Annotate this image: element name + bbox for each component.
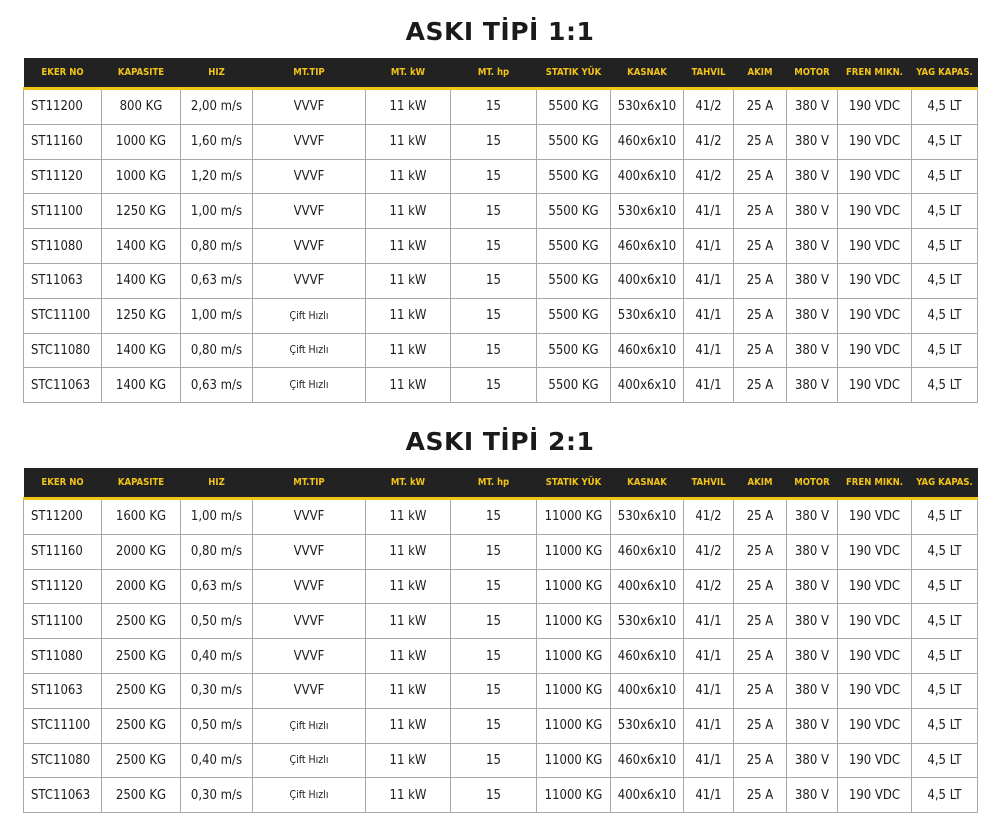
cell-fren-mikn: 190 VDC bbox=[838, 124, 912, 159]
cell-yag-kapas: 4,5 LT bbox=[912, 89, 978, 125]
table-header-row bbox=[24, 58, 978, 89]
cell-mt-hp: 15 bbox=[451, 194, 537, 229]
table-row bbox=[24, 124, 978, 159]
table-row bbox=[24, 333, 978, 368]
cell-motor: 380 V bbox=[787, 333, 838, 368]
column-header-kasnak: KASNAK bbox=[611, 468, 684, 499]
cell-mt-tip: Çift Hızlı bbox=[253, 368, 366, 403]
cell-statik-yuk: 11000 KG bbox=[537, 673, 611, 708]
cell-tahvil: 41/2 bbox=[684, 124, 734, 159]
cell-mt-hp: 15 bbox=[451, 534, 537, 569]
cell-mt-hp: 15 bbox=[451, 124, 537, 159]
cell-mt-kw: 11 kW bbox=[366, 298, 451, 333]
cell-motor: 380 V bbox=[787, 89, 838, 125]
cell-yag-kapas: 4,5 LT bbox=[912, 368, 978, 403]
cell-yag-kapas: 4,5 LT bbox=[912, 708, 978, 743]
cell-kapasite: 1250 KG bbox=[102, 194, 181, 229]
cell-fren-mikn: 190 VDC bbox=[838, 604, 912, 639]
cell-akim: 25 A bbox=[734, 569, 787, 604]
cell-kasnak: 530x6x10 bbox=[611, 499, 684, 535]
cell-kapasite: 1600 KG bbox=[102, 499, 181, 535]
cell-mt-tip: Çift Hızlı bbox=[253, 778, 366, 813]
cell-mt-kw: 11 kW bbox=[366, 534, 451, 569]
cell-mt-tip: VVVF bbox=[253, 263, 366, 298]
cell-mt-hp: 15 bbox=[451, 673, 537, 708]
cell-eker-no: ST11063 bbox=[24, 263, 102, 298]
cell-hiz: 2,00 m/s bbox=[181, 89, 253, 125]
cell-tahvil: 41/1 bbox=[684, 743, 734, 778]
cell-akim: 25 A bbox=[734, 124, 787, 159]
cell-tahvil: 41/1 bbox=[684, 368, 734, 403]
table-row bbox=[24, 569, 978, 604]
cell-mt-tip: VVVF bbox=[253, 89, 366, 125]
cell-kasnak: 460x6x10 bbox=[611, 333, 684, 368]
table-row bbox=[24, 499, 978, 535]
cell-fren-mikn: 190 VDC bbox=[838, 778, 912, 813]
cell-akim: 25 A bbox=[734, 604, 787, 639]
cell-eker-no: STC11100 bbox=[24, 298, 102, 333]
column-header-kapasite: KAPASITE bbox=[102, 468, 181, 499]
cell-mt-kw: 11 kW bbox=[366, 743, 451, 778]
cell-kapasite: 2500 KG bbox=[102, 673, 181, 708]
cell-statik-yuk: 5500 KG bbox=[537, 159, 611, 194]
cell-eker-no: ST11200 bbox=[24, 89, 102, 125]
cell-motor: 380 V bbox=[787, 298, 838, 333]
cell-motor: 380 V bbox=[787, 673, 838, 708]
cell-motor: 380 V bbox=[787, 569, 838, 604]
cell-yag-kapas: 4,5 LT bbox=[912, 639, 978, 674]
cell-kasnak: 400x6x10 bbox=[611, 368, 684, 403]
cell-fren-mikn: 190 VDC bbox=[838, 263, 912, 298]
cell-mt-tip: VVVF bbox=[253, 194, 366, 229]
cell-fren-mikn: 190 VDC bbox=[838, 639, 912, 674]
cell-mt-hp: 15 bbox=[451, 159, 537, 194]
cell-mt-tip: VVVF bbox=[253, 604, 366, 639]
cell-mt-kw: 11 kW bbox=[366, 194, 451, 229]
cell-statik-yuk: 11000 KG bbox=[537, 604, 611, 639]
column-header-mt-kw: MT. kW bbox=[366, 468, 451, 499]
cell-fren-mikn: 190 VDC bbox=[838, 159, 912, 194]
column-header-tahvil: TAHVIL bbox=[684, 468, 734, 499]
cell-akim: 25 A bbox=[734, 159, 787, 194]
cell-kapasite: 2500 KG bbox=[102, 604, 181, 639]
cell-eker-no: ST11160 bbox=[24, 124, 102, 159]
cell-fren-mikn: 190 VDC bbox=[838, 569, 912, 604]
cell-fren-mikn: 190 VDC bbox=[838, 708, 912, 743]
cell-mt-kw: 11 kW bbox=[366, 778, 451, 813]
cell-yag-kapas: 4,5 LT bbox=[912, 263, 978, 298]
cell-fren-mikn: 190 VDC bbox=[838, 368, 912, 403]
cell-motor: 380 V bbox=[787, 229, 838, 264]
table-row bbox=[24, 194, 978, 229]
column-header-eker-no: EKER NO bbox=[24, 58, 102, 89]
cell-fren-mikn: 190 VDC bbox=[838, 534, 912, 569]
cell-mt-tip: VVVF bbox=[253, 159, 366, 194]
cell-tahvil: 41/2 bbox=[684, 89, 734, 125]
cell-tahvil: 41/2 bbox=[684, 569, 734, 604]
cell-fren-mikn: 190 VDC bbox=[838, 89, 912, 125]
cell-hiz: 0,63 m/s bbox=[181, 569, 253, 604]
cell-hiz: 0,80 m/s bbox=[181, 229, 253, 264]
column-header-mt-tip: MT.TIP bbox=[253, 58, 366, 89]
column-header-motor: MOTOR bbox=[787, 468, 838, 499]
column-header-akim: AKIM bbox=[734, 58, 787, 89]
cell-mt-kw: 11 kW bbox=[366, 333, 451, 368]
cell-hiz: 0,50 m/s bbox=[181, 708, 253, 743]
cell-mt-hp: 15 bbox=[451, 499, 537, 535]
cell-akim: 25 A bbox=[734, 333, 787, 368]
cell-akim: 25 A bbox=[734, 743, 787, 778]
cell-hiz: 0,50 m/s bbox=[181, 604, 253, 639]
cell-hiz: 1,00 m/s bbox=[181, 298, 253, 333]
cell-yag-kapas: 4,5 LT bbox=[912, 743, 978, 778]
cell-statik-yuk: 5500 KG bbox=[537, 124, 611, 159]
cell-kapasite: 1400 KG bbox=[102, 333, 181, 368]
cell-kapasite: 2000 KG bbox=[102, 534, 181, 569]
cell-fren-mikn: 190 VDC bbox=[838, 743, 912, 778]
cell-tahvil: 41/1 bbox=[684, 333, 734, 368]
column-header-fren-mikn: FREN MIKN. bbox=[838, 468, 912, 499]
cell-kasnak: 400x6x10 bbox=[611, 778, 684, 813]
column-header-statik-yuk: STATIK YÜK bbox=[537, 58, 611, 89]
cell-mt-kw: 11 kW bbox=[366, 159, 451, 194]
cell-kasnak: 460x6x10 bbox=[611, 124, 684, 159]
table-row bbox=[24, 639, 978, 674]
cell-motor: 380 V bbox=[787, 368, 838, 403]
cell-akim: 25 A bbox=[734, 298, 787, 333]
cell-mt-kw: 11 kW bbox=[366, 263, 451, 298]
cell-statik-yuk: 5500 KG bbox=[537, 194, 611, 229]
column-header-hiz: HIZ bbox=[181, 58, 253, 89]
column-header-fren-mikn: FREN MIKN. bbox=[838, 58, 912, 89]
column-header-yag-kapas: YAG KAPAS. bbox=[912, 58, 978, 89]
cell-eker-no: STC11063 bbox=[24, 368, 102, 403]
cell-akim: 25 A bbox=[734, 708, 787, 743]
cell-tahvil: 41/1 bbox=[684, 298, 734, 333]
table-row bbox=[24, 708, 978, 743]
cell-statik-yuk: 5500 KG bbox=[537, 368, 611, 403]
cell-kapasite: 2500 KG bbox=[102, 743, 181, 778]
cell-motor: 380 V bbox=[787, 194, 838, 229]
cell-kasnak: 460x6x10 bbox=[611, 229, 684, 264]
cell-fren-mikn: 190 VDC bbox=[838, 333, 912, 368]
cell-statik-yuk: 5500 KG bbox=[537, 263, 611, 298]
cell-statik-yuk: 5500 KG bbox=[537, 89, 611, 125]
cell-mt-kw: 11 kW bbox=[366, 229, 451, 264]
cell-statik-yuk: 11000 KG bbox=[537, 743, 611, 778]
cell-akim: 25 A bbox=[734, 673, 787, 708]
cell-hiz: 1,00 m/s bbox=[181, 499, 253, 535]
cell-fren-mikn: 190 VDC bbox=[838, 298, 912, 333]
cell-kasnak: 400x6x10 bbox=[611, 673, 684, 708]
column-header-mt-hp: MT. hp bbox=[451, 58, 537, 89]
column-header-statik-yuk: STATIK YÜK bbox=[537, 468, 611, 499]
cell-mt-hp: 15 bbox=[451, 743, 537, 778]
cell-hiz: 1,20 m/s bbox=[181, 159, 253, 194]
cell-kasnak: 460x6x10 bbox=[611, 534, 684, 569]
table-row bbox=[24, 673, 978, 708]
cell-akim: 25 A bbox=[734, 639, 787, 674]
cell-kapasite: 2500 KG bbox=[102, 639, 181, 674]
cell-hiz: 0,80 m/s bbox=[181, 333, 253, 368]
cell-yag-kapas: 4,5 LT bbox=[912, 194, 978, 229]
cell-tahvil: 41/1 bbox=[684, 673, 734, 708]
cell-tahvil: 41/1 bbox=[684, 639, 734, 674]
cell-kasnak: 460x6x10 bbox=[611, 639, 684, 674]
table-row bbox=[24, 368, 978, 403]
cell-mt-kw: 11 kW bbox=[366, 708, 451, 743]
column-header-kapasite: KAPASITE bbox=[102, 58, 181, 89]
cell-eker-no: ST11200 bbox=[24, 499, 102, 535]
cell-statik-yuk: 5500 KG bbox=[537, 333, 611, 368]
cell-mt-kw: 11 kW bbox=[366, 569, 451, 604]
cell-kasnak: 530x6x10 bbox=[611, 194, 684, 229]
cell-mt-hp: 15 bbox=[451, 368, 537, 403]
cell-yag-kapas: 4,5 LT bbox=[912, 333, 978, 368]
cell-akim: 25 A bbox=[734, 778, 787, 813]
cell-mt-tip: Çift Hızlı bbox=[253, 333, 366, 368]
spec-table-2 bbox=[23, 468, 978, 813]
table-row bbox=[24, 778, 978, 813]
cell-hiz: 0,30 m/s bbox=[181, 778, 253, 813]
table-row bbox=[24, 263, 978, 298]
cell-statik-yuk: 11000 KG bbox=[537, 708, 611, 743]
cell-tahvil: 41/2 bbox=[684, 499, 734, 535]
cell-eker-no: ST11120 bbox=[24, 569, 102, 604]
cell-yag-kapas: 4,5 LT bbox=[912, 124, 978, 159]
cell-eker-no: STC11080 bbox=[24, 743, 102, 778]
cell-statik-yuk: 11000 KG bbox=[537, 639, 611, 674]
cell-yag-kapas: 4,5 LT bbox=[912, 604, 978, 639]
cell-tahvil: 41/2 bbox=[684, 534, 734, 569]
cell-mt-hp: 15 bbox=[451, 639, 537, 674]
cell-kapasite: 2500 KG bbox=[102, 708, 181, 743]
cell-eker-no: ST11100 bbox=[24, 604, 102, 639]
cell-eker-no: STC11063 bbox=[24, 778, 102, 813]
cell-yag-kapas: 4,5 LT bbox=[912, 673, 978, 708]
cell-yag-kapas: 4,5 LT bbox=[912, 499, 978, 535]
column-header-eker-no: EKER NO bbox=[24, 468, 102, 499]
cell-kasnak: 400x6x10 bbox=[611, 263, 684, 298]
column-header-mt-kw: MT. kW bbox=[366, 58, 451, 89]
table-row bbox=[24, 743, 978, 778]
spec-table-1 bbox=[23, 58, 978, 403]
cell-kapasite: 2500 KG bbox=[102, 778, 181, 813]
cell-mt-hp: 15 bbox=[451, 333, 537, 368]
column-header-hiz: HIZ bbox=[181, 468, 253, 499]
cell-tahvil: 41/1 bbox=[684, 194, 734, 229]
column-header-motor: MOTOR bbox=[787, 58, 838, 89]
cell-mt-kw: 11 kW bbox=[366, 604, 451, 639]
cell-mt-tip: Çift Hızlı bbox=[253, 708, 366, 743]
cell-eker-no: ST11120 bbox=[24, 159, 102, 194]
cell-mt-kw: 11 kW bbox=[366, 368, 451, 403]
cell-statik-yuk: 11000 KG bbox=[537, 778, 611, 813]
cell-akim: 25 A bbox=[734, 368, 787, 403]
section-title-2: ASKI TİPİ 2:1 bbox=[405, 427, 595, 456]
cell-motor: 380 V bbox=[787, 159, 838, 194]
column-header-akim: AKIM bbox=[734, 468, 787, 499]
cell-kapasite: 800 KG bbox=[102, 89, 181, 125]
cell-mt-kw: 11 kW bbox=[366, 89, 451, 125]
cell-motor: 380 V bbox=[787, 708, 838, 743]
cell-tahvil: 41/1 bbox=[684, 778, 734, 813]
cell-eker-no: ST11080 bbox=[24, 229, 102, 264]
cell-kapasite: 1250 KG bbox=[102, 298, 181, 333]
cell-fren-mikn: 190 VDC bbox=[838, 194, 912, 229]
cell-motor: 380 V bbox=[787, 743, 838, 778]
column-header-tahvil: TAHVIL bbox=[684, 58, 734, 89]
column-header-mt-tip: MT.TIP bbox=[253, 468, 366, 499]
cell-hiz: 0,63 m/s bbox=[181, 263, 253, 298]
cell-kasnak: 460x6x10 bbox=[611, 743, 684, 778]
cell-yag-kapas: 4,5 LT bbox=[912, 298, 978, 333]
cell-eker-no: ST11080 bbox=[24, 639, 102, 674]
cell-mt-tip: VVVF bbox=[253, 673, 366, 708]
cell-kapasite: 1400 KG bbox=[102, 368, 181, 403]
table-row bbox=[24, 604, 978, 639]
cell-mt-kw: 11 kW bbox=[366, 499, 451, 535]
cell-mt-hp: 15 bbox=[451, 569, 537, 604]
cell-tahvil: 41/1 bbox=[684, 263, 734, 298]
table-row bbox=[24, 298, 978, 333]
table-row bbox=[24, 159, 978, 194]
cell-fren-mikn: 190 VDC bbox=[838, 673, 912, 708]
cell-eker-no: STC11100 bbox=[24, 708, 102, 743]
cell-tahvil: 41/1 bbox=[684, 708, 734, 743]
cell-mt-tip: VVVF bbox=[253, 499, 366, 535]
cell-tahvil: 41/2 bbox=[684, 159, 734, 194]
cell-statik-yuk: 11000 KG bbox=[537, 499, 611, 535]
cell-fren-mikn: 190 VDC bbox=[838, 229, 912, 264]
cell-mt-hp: 15 bbox=[451, 263, 537, 298]
cell-motor: 380 V bbox=[787, 124, 838, 159]
cell-akim: 25 A bbox=[734, 534, 787, 569]
cell-fren-mikn: 190 VDC bbox=[838, 499, 912, 535]
table-header-row bbox=[24, 468, 978, 499]
column-header-yag-kapas: YAG KAPAS. bbox=[912, 468, 978, 499]
cell-tahvil: 41/1 bbox=[684, 604, 734, 639]
cell-hiz: 0,40 m/s bbox=[181, 743, 253, 778]
cell-mt-hp: 15 bbox=[451, 229, 537, 264]
cell-tahvil: 41/1 bbox=[684, 229, 734, 264]
cell-kapasite: 2000 KG bbox=[102, 569, 181, 604]
cell-hiz: 0,40 m/s bbox=[181, 639, 253, 674]
cell-eker-no: STC11080 bbox=[24, 333, 102, 368]
cell-kasnak: 530x6x10 bbox=[611, 604, 684, 639]
cell-kasnak: 400x6x10 bbox=[611, 569, 684, 604]
cell-eker-no: ST11100 bbox=[24, 194, 102, 229]
cell-statik-yuk: 5500 KG bbox=[537, 298, 611, 333]
cell-akim: 25 A bbox=[734, 499, 787, 535]
cell-mt-tip: Çift Hızlı bbox=[253, 743, 366, 778]
cell-mt-kw: 11 kW bbox=[366, 639, 451, 674]
cell-mt-tip: VVVF bbox=[253, 639, 366, 674]
cell-eker-no: ST11063 bbox=[24, 673, 102, 708]
cell-akim: 25 A bbox=[734, 89, 787, 125]
cell-motor: 380 V bbox=[787, 534, 838, 569]
cell-mt-tip: Çift Hızlı bbox=[253, 298, 366, 333]
cell-mt-tip: VVVF bbox=[253, 534, 366, 569]
cell-mt-hp: 15 bbox=[451, 298, 537, 333]
cell-motor: 380 V bbox=[787, 639, 838, 674]
cell-mt-hp: 15 bbox=[451, 604, 537, 639]
cell-statik-yuk: 11000 KG bbox=[537, 534, 611, 569]
cell-mt-tip: VVVF bbox=[253, 124, 366, 159]
cell-motor: 380 V bbox=[787, 263, 838, 298]
cell-hiz: 0,80 m/s bbox=[181, 534, 253, 569]
cell-yag-kapas: 4,5 LT bbox=[912, 778, 978, 813]
table-row bbox=[24, 89, 978, 125]
cell-kapasite: 1000 KG bbox=[102, 124, 181, 159]
table-row bbox=[24, 229, 978, 264]
cell-hiz: 0,30 m/s bbox=[181, 673, 253, 708]
cell-mt-kw: 11 kW bbox=[366, 124, 451, 159]
cell-mt-hp: 15 bbox=[451, 778, 537, 813]
cell-yag-kapas: 4,5 LT bbox=[912, 229, 978, 264]
cell-mt-tip: VVVF bbox=[253, 569, 366, 604]
cell-statik-yuk: 11000 KG bbox=[537, 569, 611, 604]
cell-akim: 25 A bbox=[734, 194, 787, 229]
cell-yag-kapas: 4,5 LT bbox=[912, 159, 978, 194]
cell-hiz: 1,60 m/s bbox=[181, 124, 253, 159]
column-header-mt-hp: MT. hp bbox=[451, 468, 537, 499]
cell-hiz: 0,63 m/s bbox=[181, 368, 253, 403]
cell-mt-kw: 11 kW bbox=[366, 673, 451, 708]
cell-kasnak: 400x6x10 bbox=[611, 159, 684, 194]
cell-motor: 380 V bbox=[787, 499, 838, 535]
cell-mt-hp: 15 bbox=[451, 89, 537, 125]
cell-akim: 25 A bbox=[734, 263, 787, 298]
cell-mt-tip: VVVF bbox=[253, 229, 366, 264]
cell-kapasite: 1400 KG bbox=[102, 263, 181, 298]
cell-akim: 25 A bbox=[734, 229, 787, 264]
cell-motor: 380 V bbox=[787, 604, 838, 639]
section-title-1: ASKI TİPİ 1:1 bbox=[405, 17, 595, 46]
cell-kapasite: 1000 KG bbox=[102, 159, 181, 194]
cell-kapasite: 1400 KG bbox=[102, 229, 181, 264]
cell-eker-no: ST11160 bbox=[24, 534, 102, 569]
cell-kasnak: 530x6x10 bbox=[611, 708, 684, 743]
cell-yag-kapas: 4,5 LT bbox=[912, 569, 978, 604]
cell-yag-kapas: 4,5 LT bbox=[912, 534, 978, 569]
cell-hiz: 1,00 m/s bbox=[181, 194, 253, 229]
cell-kasnak: 530x6x10 bbox=[611, 298, 684, 333]
column-header-kasnak: KASNAK bbox=[611, 58, 684, 89]
cell-statik-yuk: 5500 KG bbox=[537, 229, 611, 264]
cell-mt-hp: 15 bbox=[451, 708, 537, 743]
cell-kasnak: 530x6x10 bbox=[611, 89, 684, 125]
table-row bbox=[24, 534, 978, 569]
cell-motor: 380 V bbox=[787, 778, 838, 813]
